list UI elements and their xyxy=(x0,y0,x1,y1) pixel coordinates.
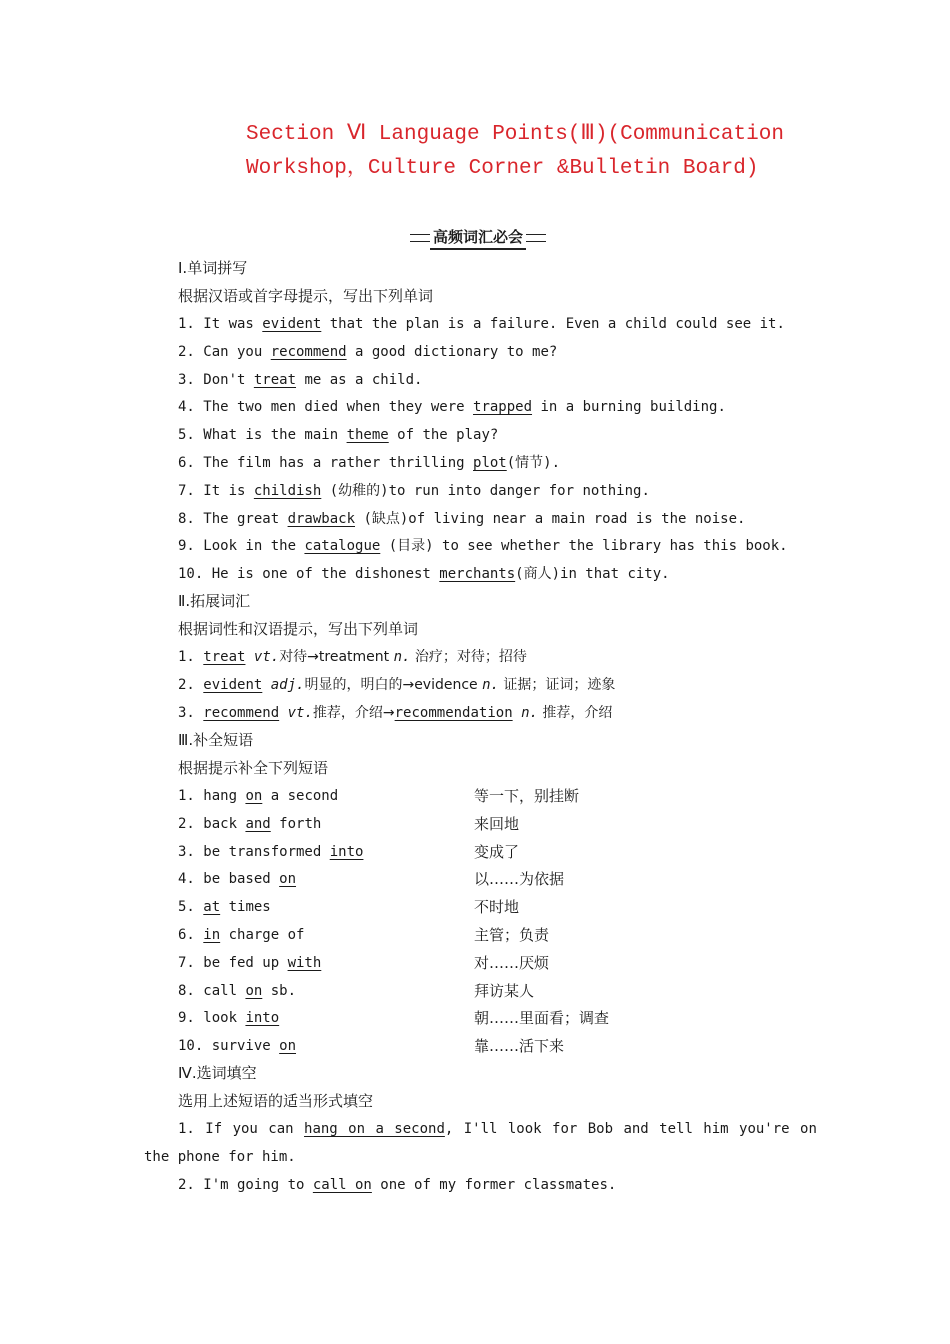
title-line-1: Section Ⅵ Language Points(Ⅲ)(Communication xyxy=(246,123,784,146)
answer-blank: into xyxy=(245,1010,280,1027)
section-banner xyxy=(410,226,546,250)
part1-instruction: 根据汉语或首字母提示，写出下列单词 xyxy=(178,287,434,305)
answer-blank: evident xyxy=(203,677,263,693)
part4-item-1-continued: the phone for him. xyxy=(144,1149,296,1165)
phrase-meaning: 不时地 xyxy=(474,898,520,917)
part4-instruction: 选用上述短语的适当形式填空 xyxy=(178,1092,374,1110)
part1-item: 1. It was evident that the plan is a failure. Even a child could see it. xyxy=(178,316,785,332)
answer-blank: merchants xyxy=(439,566,516,583)
banner-left-ornament xyxy=(410,234,430,242)
part1-item: 8. The great drawback (缺点)of living near a main road is the noise. xyxy=(178,510,746,527)
answer-blank: with xyxy=(287,954,322,971)
phrase-meaning: 以……为依据 xyxy=(474,870,565,889)
answer-blank: catalogue xyxy=(304,538,381,555)
banner-label: 高频词汇必会 xyxy=(430,226,526,250)
answer-blank: hang on a second xyxy=(304,1121,445,1137)
answer-blank: on xyxy=(245,788,263,804)
phrase-item: 4. be based on xyxy=(178,871,297,888)
part1-item: 6. The film has a rather thrilling plot(情节). xyxy=(178,455,561,471)
answer-blank: call on xyxy=(312,1177,372,1193)
phrase-item: 6. in charge of xyxy=(178,927,305,943)
part1-item: 5. What is the main theme of the play? xyxy=(178,427,499,444)
phrase-item: 10. survive on xyxy=(178,1038,297,1055)
answer-blank: on xyxy=(245,982,263,999)
phrase-meaning: 朝……里面看；调查 xyxy=(474,1009,610,1028)
phrase-meaning: 主管；负责 xyxy=(474,926,550,944)
phrase-item: 7. be fed up with xyxy=(178,954,322,971)
part4-heading: Ⅳ.选词填空 xyxy=(178,1064,257,1082)
part4-item-1: 1. If you can hang on a second, I'll look for Bob and tell him you're on xyxy=(178,1121,817,1137)
answer-blank: plot xyxy=(473,455,507,471)
phrase-item: 1. hang on a second xyxy=(178,788,339,804)
answer-blank: recommend xyxy=(270,343,347,360)
phrase-meaning: 对……厌烦 xyxy=(474,953,550,972)
phrase-meaning: 变成了 xyxy=(474,842,520,861)
phrase-meaning: 拜访某人 xyxy=(474,981,535,1000)
part2-instruction: 根据词性和汉语提示，写出下列单词 xyxy=(178,620,419,638)
answer-blank: in xyxy=(203,927,221,943)
answer-blank: at xyxy=(203,899,221,916)
part2-heading: Ⅱ.拓展词汇 xyxy=(178,592,251,610)
answer-blank: on xyxy=(279,871,297,888)
part2-item-1: 1. treat vt.对待→treatment n. 治疗；对待；招待 xyxy=(178,649,527,665)
part3-instruction: 根据提示补全下列短语 xyxy=(178,759,329,777)
banner-right-ornament xyxy=(526,234,546,242)
phrase-meaning: 等一下，别挂断 xyxy=(474,787,580,805)
answer-blank: treat xyxy=(203,649,246,665)
answer-blank: childish xyxy=(253,482,322,499)
part1-item: 9. Look in the catalogue (目录) to see whether the library has this book. xyxy=(178,538,788,555)
phrase-item: 5. at times xyxy=(178,899,271,916)
page-title xyxy=(246,118,784,186)
part1-item: 7. It is childish (幼稚的)to run into danger for nothing. xyxy=(178,482,650,499)
answer-blank: recommend xyxy=(203,705,280,721)
title-line-2: Workshop，Culture Corner &Bulletin Board) xyxy=(246,157,759,180)
answer-blank: drawback xyxy=(287,510,356,527)
answer-blank: theme xyxy=(346,427,389,444)
part4-item-2: 2. I'm going to call on one of my former classmates. xyxy=(178,1177,617,1193)
part2-item-2: 2. evident adj.明显的，明白的→evidence n. 证据；证词；迹象 xyxy=(178,677,616,693)
phrase-item: 8. call on sb. xyxy=(178,982,297,999)
part3-heading: Ⅲ.补全短语 xyxy=(178,731,254,749)
phrase-meaning: 来回地 xyxy=(474,814,520,833)
answer-blank: trapped xyxy=(473,399,533,416)
part1-item: 2. Can you recommend a good dictionary to me? xyxy=(178,343,558,360)
phrase-item: 2. back and forth xyxy=(178,815,322,832)
answer-blank: and xyxy=(245,815,271,832)
answer-blank: recommendation xyxy=(394,705,513,721)
part1-item: 3. Don't treat me as a child. xyxy=(178,371,423,388)
phrase-meaning: 靠……活下来 xyxy=(474,1037,565,1056)
phrase-item: 9. look into xyxy=(178,1010,280,1027)
phrase-item: 3. be transformed into xyxy=(178,843,364,860)
part1-item: 4. The two men died when they were trapped in a burning building. xyxy=(178,399,726,416)
part1-item: 10. He is one of the dishonest merchants(商人)in that city. xyxy=(178,566,670,583)
part1-heading: Ⅰ.单词拼写 xyxy=(178,259,248,277)
answer-blank: on xyxy=(279,1038,297,1055)
answer-blank: into xyxy=(329,843,364,860)
answer-blank: treat xyxy=(253,371,297,388)
answer-blank: evident xyxy=(262,316,322,332)
part2-item-3: 3. recommend vt.推荐，介绍→recommendation n. 推荐，介绍 xyxy=(178,705,613,721)
